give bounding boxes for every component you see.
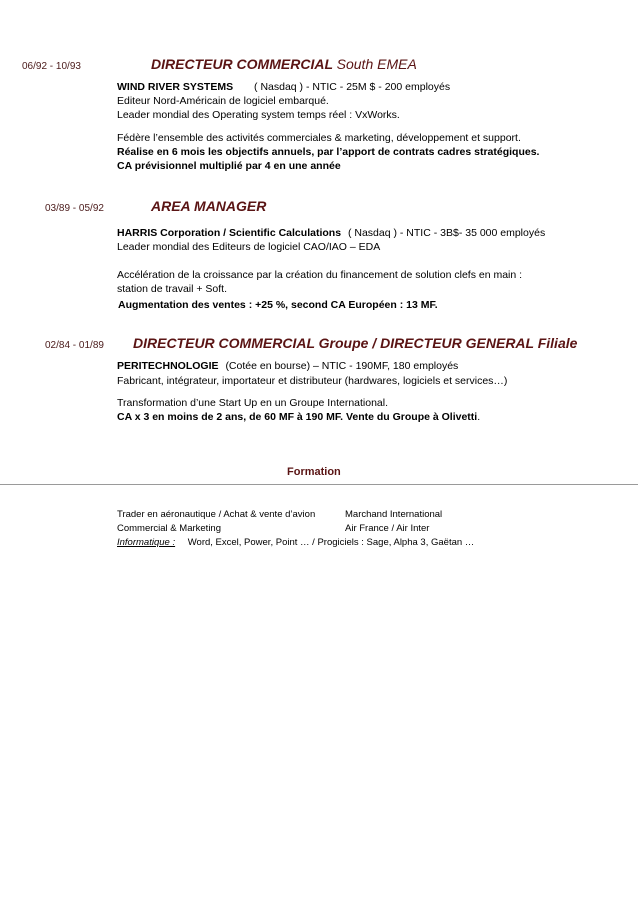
job-2-title: AREA MANAGER	[151, 198, 267, 214]
job-2-company-info: ( Nasdaq ) - NTIC - 3B$- 35 000 employés	[347, 227, 546, 239]
job-3-company-name: PERITECHNOLOGIE	[117, 360, 219, 372]
job-2-achievement-2: station de travail + Soft.	[117, 283, 228, 295]
formation-it-text: Word, Excel, Power, Point … / Progiciels : Sage, Alpha 3, Gaëtan …	[187, 537, 475, 548]
job-3-company	[117, 359, 458, 373]
job-2-achievement-1: Accélération de la croissance par la création du financement de solution clefs en main :	[117, 269, 523, 281]
formation-row-1-right: Marchand International	[345, 509, 443, 520]
job-3-desc-1: Fabricant, intégrateur, importateur et distributeur (hardwares, logiciels et services…)	[117, 375, 508, 387]
job-1-company	[117, 80, 450, 94]
formation-heading: Formation	[287, 466, 341, 478]
formation-row-2-right: Air France / Air Inter	[345, 523, 430, 534]
formation-it-label: Informatique :	[117, 537, 176, 548]
job-1-title-sub: South EMEA	[336, 56, 417, 72]
job-3-result-tail: .	[477, 411, 481, 423]
job-3-achievement-1: Transformation d’une Start Up en un Groupe International.	[117, 397, 389, 409]
job-1-dates: 06/92 - 10/93	[22, 61, 81, 72]
formation-it-line	[117, 536, 474, 550]
job-1-desc-2: Leader mondial des Operating system temps réel : VxWorks.	[117, 109, 400, 121]
job-2-company-name: HARRIS Corporation / Scientific Calculations	[117, 227, 342, 239]
job-3-result-1	[117, 410, 480, 424]
job-3-company-info: (Cotée en bourse) – NTIC - 190MF, 180 employés	[225, 360, 459, 372]
job-3-title: DIRECTEUR COMMERCIAL Groupe / DIRECTEUR GENERAL Filiale	[133, 335, 578, 351]
job-2-company	[117, 226, 545, 240]
job-2-result-1: Augmentation des ventes : +25 %, second CA Européen : 13 MF.	[118, 299, 438, 311]
section-divider	[0, 484, 638, 485]
job-2-dates: 03/89 - 05/92	[45, 203, 104, 214]
job-1-desc-1: Editeur Nord-Américain de logiciel embarqué.	[117, 95, 329, 107]
job-1-result-2: CA prévisionnel multiplié par 4 en une année	[117, 160, 341, 172]
formation-row-1-left: Trader en aéronautique / Achat & vente d’avion	[117, 509, 316, 520]
job-1-title-main: DIRECTEUR COMMERCIAL	[151, 56, 333, 72]
job-1-company-info: ( Nasdaq ) - NTIC - 25M $ - 200 employés	[254, 81, 451, 93]
job-1-company-name: WIND RIVER SYSTEMS	[117, 81, 234, 93]
formation-row-2-left: Commercial & Marketing	[117, 523, 221, 534]
job-2-desc-1: Leader mondial des Editeurs de logiciel CAO/IAO – EDA	[117, 241, 381, 253]
job-3-dates: 02/84 - 01/89	[45, 340, 104, 351]
job-1-achievement-1: Fédère l’ensemble des activités commerciales & marketing, développement et support.	[117, 132, 521, 144]
job-3-result-text: CA x 3 en moins de 2 ans, de 60 MF à 190 MF. Vente du Groupe à Olivetti	[117, 411, 478, 423]
job-1-title	[151, 56, 417, 72]
job-1-result-1: Réalise en 6 mois les objectifs annuels, par l’apport de contrats cadres stratégiques.	[117, 146, 540, 158]
